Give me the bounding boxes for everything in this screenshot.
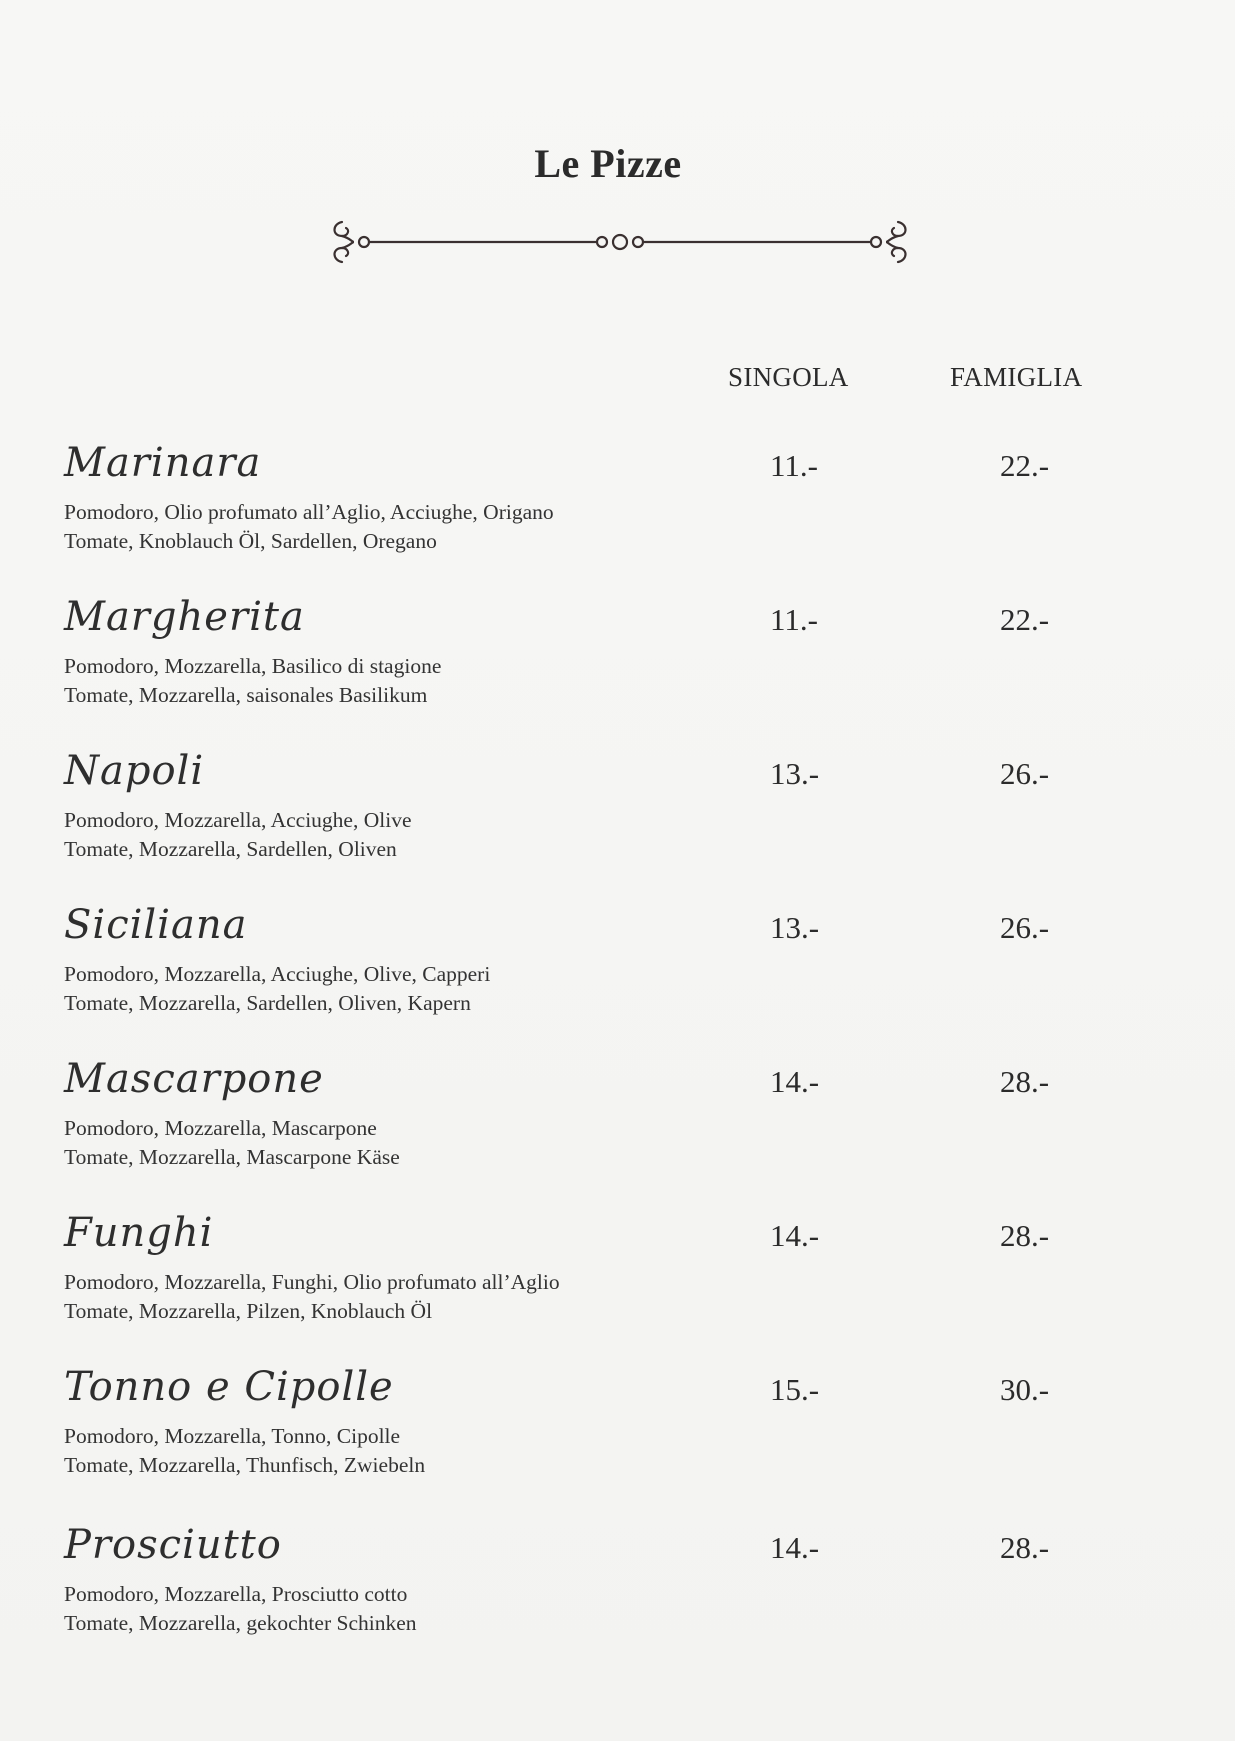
item-description-it: Pomodoro, Olio profumato all’Aglio, Acciughe, Origano [64,500,554,524]
item-description-it: Pomodoro, Mozzarella, Acciughe, Olive, Capperi [64,962,491,986]
menu-item [64,748,1164,888]
price-famiglia: 22.- [1000,602,1050,637]
item-description [64,1580,417,1637]
menu-item [64,594,1164,734]
item-name: Funghi [64,1210,214,1256]
item-description-it: Pomodoro, Mozzarella, Funghi, Olio profumato all’Aglio [64,1270,560,1294]
menu-item [64,902,1164,1042]
item-name: Napoli [64,748,205,794]
price-singola: 14.- [770,1218,820,1253]
price-famiglia: 28.- [1000,1530,1050,1565]
item-description-de: Tomate, Mozzarella, Sardellen, Oliven, Kapern [64,990,471,1015]
price-singola: 11.- [770,602,818,637]
item-description-de: Tomate, Mozzarella, saisonales Basilikum [64,682,428,707]
scroll-divider-icon [330,210,910,274]
item-description [64,498,554,555]
price-famiglia: 26.- [1000,756,1050,791]
item-description-it: Pomodoro, Mozzarella, Basilico di stagione [64,654,442,678]
menu-item [64,1056,1164,1196]
price-famiglia: 28.- [1000,1064,1050,1099]
column-header-famiglia: FAMIGLIA [950,362,1083,392]
price-singola: 14.- [770,1064,820,1099]
item-description-it: Pomodoro, Mozzarella, Prosciutto cotto [64,1582,408,1606]
item-description [64,806,412,863]
menu-item [64,440,1164,580]
item-description [64,1114,400,1171]
price-famiglia: 28.- [1000,1218,1050,1253]
price-singola: 15.- [770,1372,820,1407]
price-singola: 14.- [770,1530,820,1565]
menu-item [64,1210,1164,1350]
item-description-de: Tomate, Mozzarella, Thunfisch, Zwiebeln [64,1452,426,1477]
item-description-de: Tomate, Mozzarella, Mascarpone Käse [64,1144,400,1169]
page-title: Le Pizze [534,141,682,186]
item-name: Tonno e Cipolle [64,1364,394,1410]
item-name: Marinara [64,440,262,486]
item-name: Margherita [64,594,305,640]
item-name: Siciliana [64,902,248,948]
item-description [64,1422,425,1479]
item-description [64,960,490,1017]
column-header-singola: SINGOLA [728,362,849,392]
item-description-de: Tomate, Mozzarella, Sardellen, Oliven [64,836,397,861]
item-name: Mascarpone [64,1056,324,1102]
item-description-it: Pomodoro, Mozzarella, Acciughe, Olive [64,808,412,832]
price-singola: 11.- [770,448,818,483]
item-description-it: Pomodoro, Mozzarella, Tonno, Cipolle [64,1424,401,1448]
item-name: Prosciutto [64,1522,282,1568]
item-description [64,652,441,709]
menu-item [64,1364,1164,1504]
price-famiglia: 26.- [1000,910,1050,945]
menu-item [64,1522,1164,1662]
price-famiglia: 22.- [1000,448,1050,483]
item-description-de: Tomate, Mozzarella, Pilzen, Knoblauch Öl [64,1298,433,1323]
item-description-it: Pomodoro, Mozzarella, Mascarpone [64,1116,377,1140]
item-description-de: Tomate, Mozzarella, gekochter Schinken [64,1610,417,1635]
price-singola: 13.- [770,910,820,945]
price-famiglia: 30.- [1000,1372,1050,1407]
item-description [64,1268,560,1325]
price-singola: 13.- [770,756,820,791]
item-description-de: Tomate, Knoblauch Öl, Sardellen, Oregano [64,528,437,553]
